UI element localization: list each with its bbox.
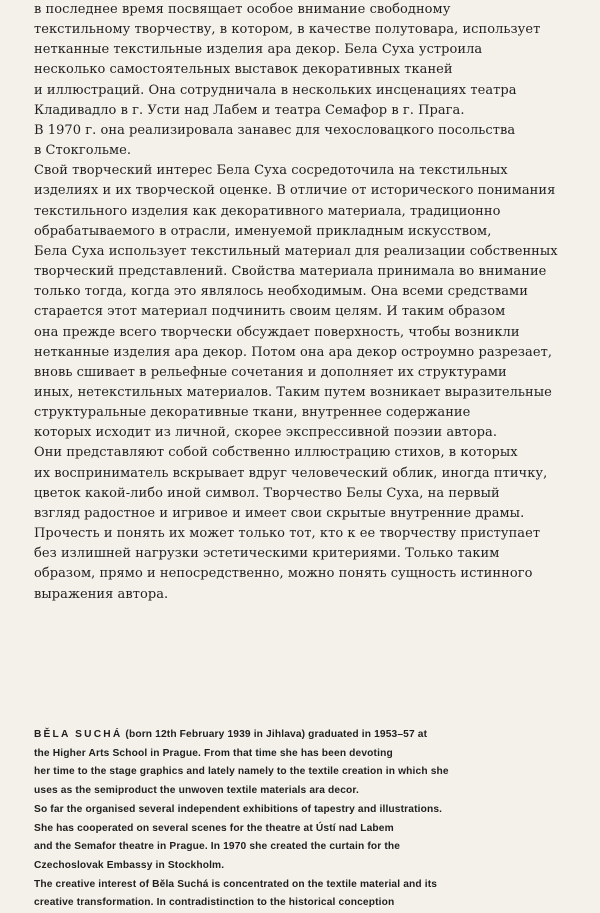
russian-text-line: несколько самостоятельных выставок декоративных тканей (34, 62, 453, 78)
english-text-line: creative transformation. In contradistinction to the historical conception (34, 897, 395, 909)
english-text-line: Czechoslovak Embassy in Stockholm. (34, 859, 225, 871)
russian-text-line: вновь сшивает в рельефные сочетания и дополняет их структурами (34, 364, 507, 380)
artist-name: BĚLA SUCHÁ (34, 729, 123, 740)
russian-text-line: нетканные текстильные изделия ара декор. Бела Суха устроила (34, 42, 483, 58)
russian-text-line: Бела Суха использует текстильный материал для реализации собственных (34, 243, 558, 259)
russian-text-line: она прежде всего творчески обсуждает поверхность, чтобы возникли (34, 324, 520, 340)
russian-text-line: текстильному творчеству, в котором, в качестве полутовара, использует (34, 22, 541, 38)
russian-text-line: иных, нетекстильных материалов. Таким путем возникает выразительные (34, 384, 552, 400)
russian-text-line: в Стокгольме. (34, 143, 132, 159)
russian-text-line: Кладивадло в г. Усти над Лабем и театра Семафор в г. Прага. (34, 102, 465, 118)
russian-text-line: цветок какой-либо иной символ. Творчество Белы Суха, на первый (34, 485, 500, 501)
english-text-line: The creative interest of Běla Suchá is concentrated on the textile material and its (34, 878, 438, 890)
russian-text-line: творческий представлений. Свойства материала принимала во внимание (34, 264, 547, 280)
russian-text-line: выражения автора. (34, 586, 169, 602)
english-text-line: She has cooperated on several scenes for the theatre at Ústí nad Labem (34, 822, 394, 834)
english-text-block (34, 726, 582, 913)
russian-text-line: обрабатываемого в отрасли, именуемой прикладным искусством, (34, 223, 492, 239)
russian-text-line: без излишней нагрузки эстетическими критериями. Только таким (34, 546, 500, 562)
russian-text-line: Прочесть и понять их может только тот, кто к ее творчеству приступает (34, 526, 541, 542)
russian-text-line: В 1970 г. она реализировала занавес для чехословацкого посольства (34, 122, 516, 138)
russian-text-line: и иллюстраций. Она сотрудничала в нескольких инсценациях театра (34, 82, 517, 98)
english-first-line (34, 726, 582, 745)
russian-text-line: текстильного изделия как декоративного материала, традиционно (34, 203, 501, 219)
english-text-line: and the Semafor theatre in Prague. In 1970 she created the curtain for the (34, 841, 401, 853)
russian-text-line: Свой творческий интерес Бела Суха сосредоточила на текстильных (34, 163, 508, 179)
english-text-line: her time to the stage graphics and lately namely to the textile creation in which she (34, 766, 449, 778)
english-text-line: So far the organised several independent exhibitions of tapestry and illustrations. (34, 803, 443, 815)
english-text-line: uses as the semiproduct the unwoven textile materials ara decor. (34, 785, 359, 797)
russian-text-line: взгляд радостное и игривое и имеет свои скрытые внутренние драмы. (34, 505, 525, 521)
russian-text-line: которых исходит из личной, скорее экспрессивной поэзии автора. (34, 425, 498, 441)
english-text-line: the Higher Arts School in Prague. From that time she has been devoting (34, 747, 393, 759)
russian-text-line: в последнее время посвящает особое внимание свободному (34, 2, 451, 17)
russian-text-line: только тогда, когда это являлось необходимым. Она всеми средствами (34, 284, 528, 300)
russian-text-line: структуральные декоративные ткани, внутреннее содержание (34, 405, 471, 421)
russian-text-line: нетканные изделия ара декор. Потом она ара декор остроумно разрезает, (34, 344, 553, 360)
russian-text-line: образом, прямо и непосредственно, можно понять сущность истинного (34, 566, 533, 582)
english-first-line-text: (born 12th February 1939 in Jihlava) graduated in 1953–57 at (122, 729, 428, 740)
russian-text-line: Они представляют собой собственно иллюстрацию стихов, в которых (34, 445, 518, 461)
russian-text-line: старается этот материал подчинить своим целям. И таким образом (34, 304, 506, 320)
russian-text-block (34, 0, 574, 605)
russian-text-line: изделиях и их творческой оценке. В отличие от исторического понимания (34, 183, 556, 199)
russian-text-line: их восприниматель вскрывает вдруг человеческий облик, иногда птичку, (34, 465, 548, 481)
